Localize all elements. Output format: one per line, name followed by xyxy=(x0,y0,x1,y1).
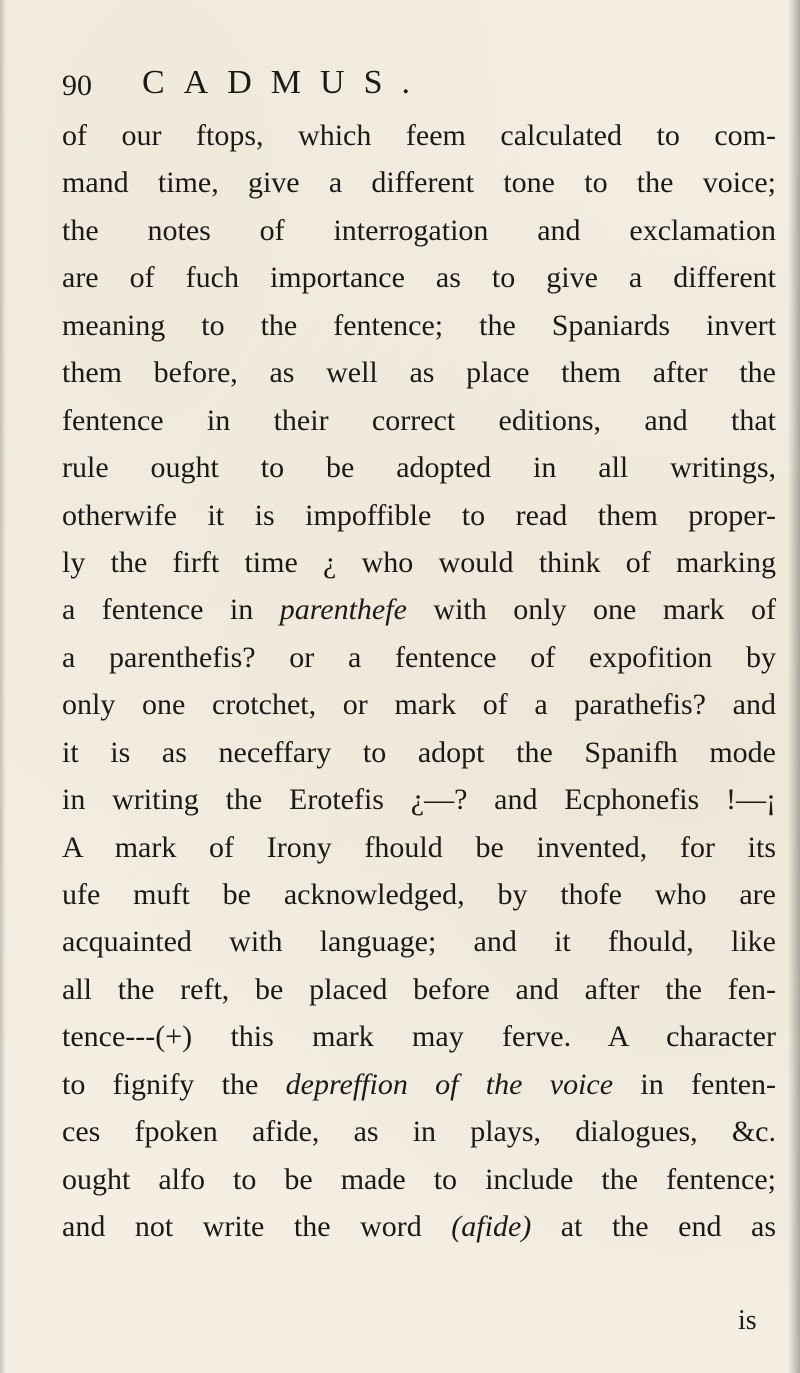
text-line: in writing the Erotefis ¿—? and Ecphonefis !—¡ xyxy=(62,783,776,817)
text-line: all the reft, be placed before and after the fen- xyxy=(62,972,776,1006)
text-line: to fignify the depreffion of the voice in fenten- xyxy=(62,1067,777,1101)
text-line: tence---(+) this mark may ferve. A character xyxy=(62,1020,776,1054)
text-line: ufe muft be acknowledged, by thofe who are xyxy=(62,878,776,911)
text-line: only one crotchet, or mark of a parathefis? and xyxy=(62,688,776,722)
text-line: meaning to the fentence; the Spaniards invert xyxy=(62,308,776,342)
page-number: 90 xyxy=(62,69,92,102)
text-line: rule ought to be adopted in all writings, xyxy=(62,451,776,485)
text-line: a fentence in parenthefe with only one mark of xyxy=(62,593,776,627)
text-line: ought alfo to be made to include the fentence; xyxy=(62,1162,776,1196)
running-head: CADMUS. xyxy=(142,64,429,101)
text-line: acquainted with language; and it fhould, like xyxy=(62,925,776,959)
body-text xyxy=(62,112,776,1251)
text-line: ces fpoken afide, as in plays, dialogues, &c. xyxy=(62,1115,776,1149)
text-line: are of fuch importance as to give a different xyxy=(62,261,776,295)
text-line: them before, as well as place them after the xyxy=(62,356,776,390)
text-line: mand time, give a different tone to the voice; xyxy=(62,166,776,200)
text-line: it is as neceffary to adopt the Spanifh mode xyxy=(62,735,776,769)
text-line: otherwife it is impoffible to read them proper- xyxy=(62,498,776,532)
text-line: of our ftops, which feem calculated to com- xyxy=(62,119,776,152)
page-right-shadow xyxy=(788,0,800,1373)
text-line: and not write the word (afide) at the end as xyxy=(62,1210,776,1244)
page-left-shadow xyxy=(0,0,6,1373)
text-line: a parenthefis? or a fentence of expofition by xyxy=(62,640,776,674)
text-line: ly the firft time ¿ who would think of marking xyxy=(62,545,776,579)
catchword: is xyxy=(738,1305,757,1336)
text-line: fentence in their correct editions, and that xyxy=(62,403,776,437)
text-line: A mark of Irony fhould be invented, for its xyxy=(62,830,776,864)
text-line: the notes of interrogation and exclamation xyxy=(62,213,776,247)
page-header xyxy=(62,58,662,108)
